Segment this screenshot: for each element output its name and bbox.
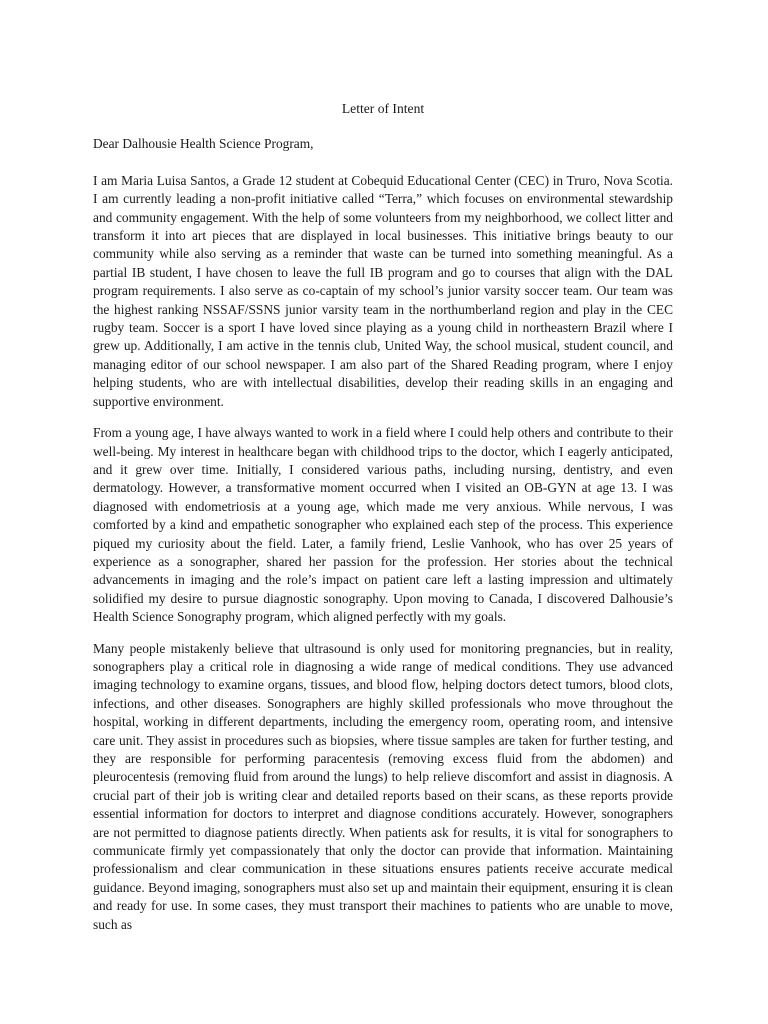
letter-body xyxy=(93,100,673,947)
paragraph-profession: Many people mistakenly believe that ultrasound is only used for monitoring pregnancies, but in reality, sonographers play a critical role in diagnosing a wide range of medical conditions. They use advanced imaging technology to examine organs, tissues, and blood flow, helping doctors detect tumors, blood clots, infections, and other diseases. Sonographers are highly skilled professionals who move throughout the hospital, working in different departments, including the emergency room, operating room, and intensive care unit. They assist in procedures such as biopsies, where tissue samples are taken for further testing, and they are responsible for performing paracentesis (removing excess fluid from the abdomen) and pleurocentesis (removing fluid from around the lungs) to help relieve discomfort and assist in diagnosis. A crucial part of their job is writing clear and detailed reports based on their scans, as these reports provide essential information for doctors to interpret and diagnose conditions accurately. However, sonographers are not permitted to diagnose patients directly. When patients ask for results, it is vital for sonographers to communicate firmly yet compassionately that only the doctor can provide that information. Maintaining professionalism and clear communication in these situations ensures patients receive accurate medical guidance. Beyond imaging, sonographers must also set up and maintain their equipment, ensuring it is clean and ready for use. In some cases, they must transport their machines to patients who are unable to move, such as xyxy=(93,640,673,932)
paragraph-motivation: From a young age, I have always wanted to work in a field where I could help others and contribute to their well-being. My interest in healthcare began with childhood trips to the doctor, which I eagerly anticipated, and it grew over time. Initially, I considered various paths, including nursing, dentistry, and even dermatology. However, a transformative moment occurred when I visited an OB-GYN at age 13. I was diagnosed with endometriosis at a young age, which made me very anxious. While nervous, I was comforted by a kind and empathetic sonographer who explained each step of the process. This experience piqued my curiosity about the field. Later, a family friend, Leslie Vanhook, who has over 25 years of experience as a sonographer, shared her passion for the profession. Her stories about the technical advancements in imaging and the role’s impact on patient care left a lasting impression and ultimately solidified my desire to pursue diagnostic sonography. Upon moving to Canada, I discovered Dalhousie’s Health Science Sonography program, which aligned perfectly with my goals. xyxy=(93,425,673,625)
paragraph-intro: I am Maria Luisa Santos, a Grade 12 student at Cobequid Educational Center (CEC) in Truro, Nova Scotia. I am currently leading a non-profit initiative called “Terra,” which focuses on environmental stewardship and community engagement. With the help of some volunteers from my neighborhood, we collect litter and transform it into art pieces that are displayed in local businesses. This initiative brings beauty to our community while also serving as a reminder that waste can be turned into something meaningful. As a partial IB student, I have chosen to leave the full IB program and go to courses that align with the DAL program requirements. I also serve as co-captain of my school’s junior varsity soccer team. Our team was the highest ranking NSSAF/SSNS junior varsity team in the northumberland region and play in the CEC rugby team. Soccer is a sport I have loved since playing as a young child in northeastern Brazil where I grew up. Additionally, I am active in the tennis club, United Way, the school musical, student council, and managing editor of our school newspaper. I am also part of the Shared Reading program, where I enjoy helping students, who are with intellectual disabilities, develop their reading skills in an engaging and supportive environment. xyxy=(93,172,673,409)
letter-salutation: Dear Dalhousie Health Science Program, xyxy=(93,136,314,152)
letter-title: Letter of Intent xyxy=(341,101,425,116)
